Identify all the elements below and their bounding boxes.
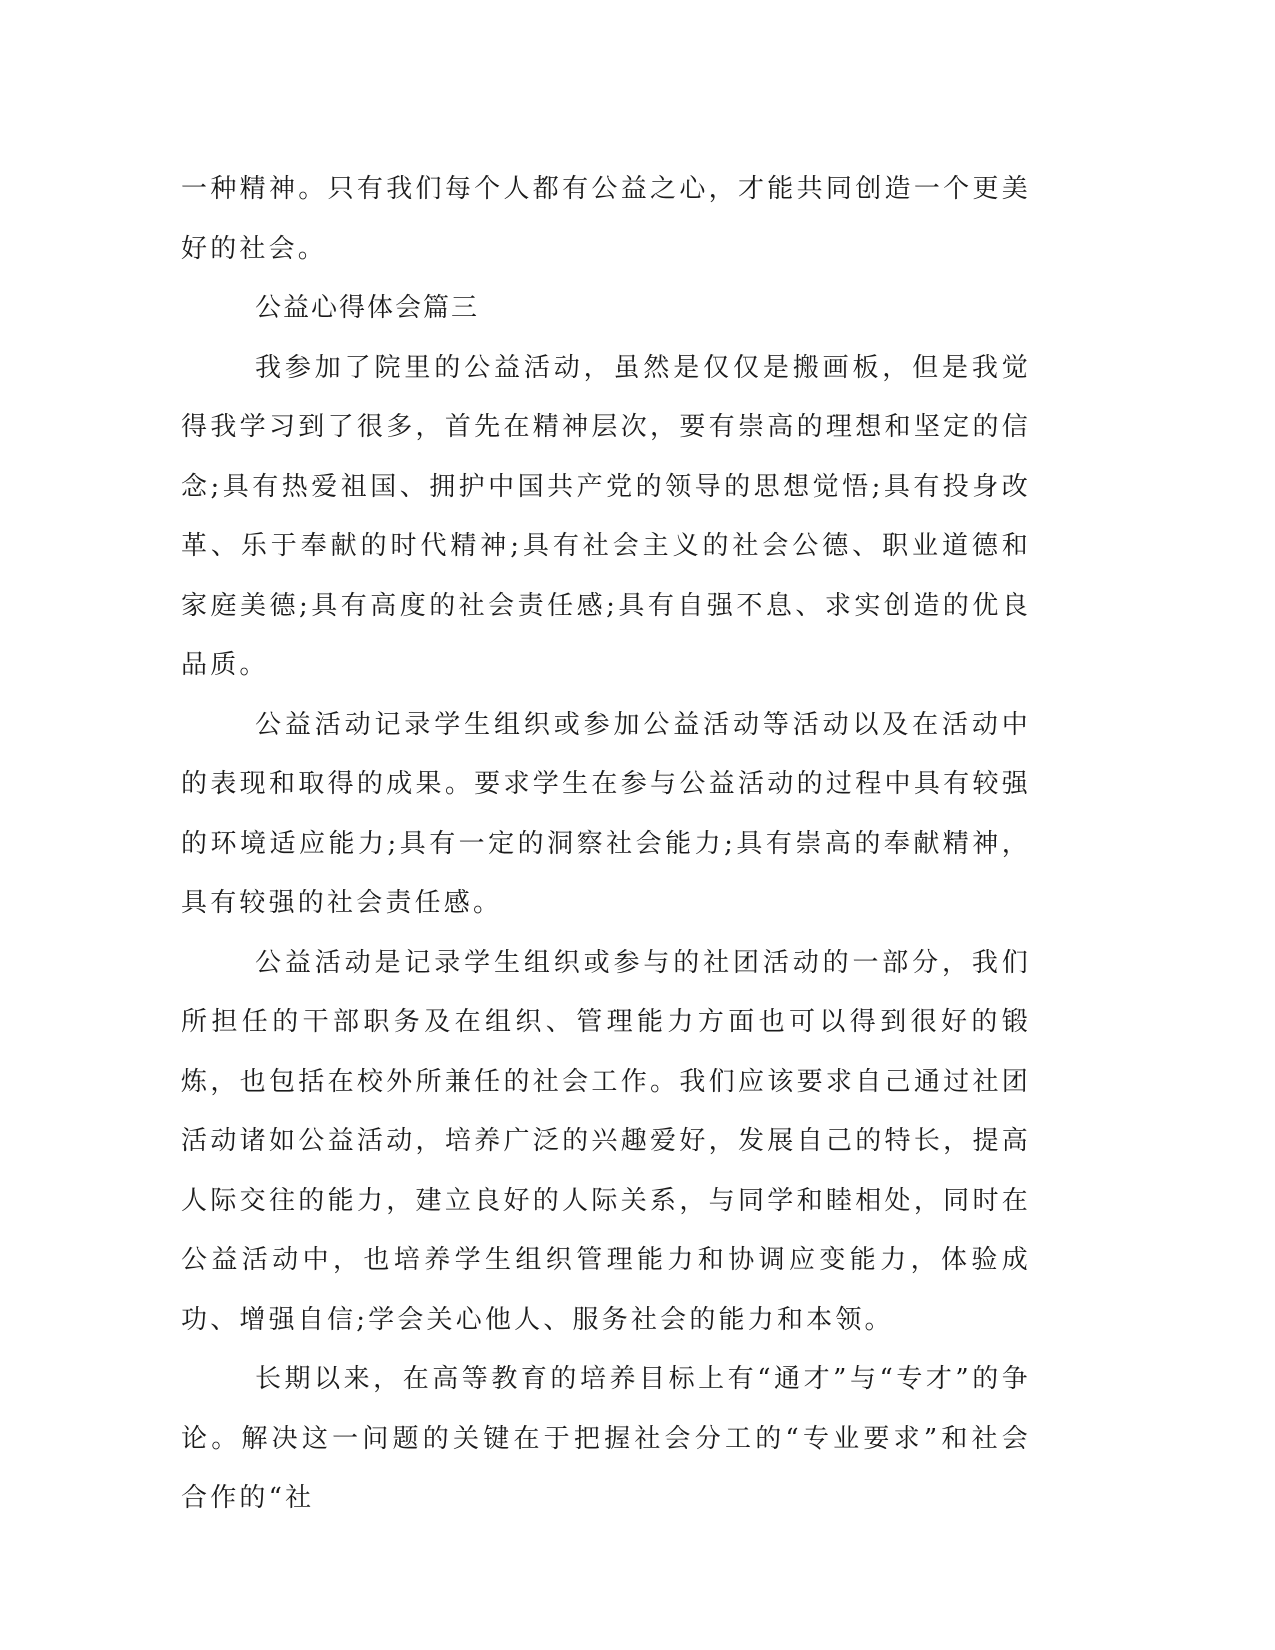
section-heading: 公益心得体会篇三 (255, 293, 480, 323)
paragraph: 公益活动记录学生组织或参加公益活动等活动以及在活动中的表现和取得的成果。要求学生在参与公益活动的过程中具有较强的环境适应能力;具有一定的洞察社会能力;具有崇高的奉献精神，具有较强的社会责任感。 (181, 709, 1031, 918)
paragraph-truncated: 长期以来，在高等教育的培养目标上有“通才”与“专才”的争论。解决这一问题的关键在于把握社会分工的“专业要求”和社会合作的“社 (181, 1364, 1031, 1513)
document-body (181, 160, 1031, 1529)
paragraph: 公益活动是记录学生组织或参与的社团活动的一部分，我们所担任的干部职务及在组织、管理能力方面也可以得到很好的锻炼，也包括在校外所兼任的社会工作。我们应该要求自己通过社团活动诸如公益活动，培养广泛的兴趣爱好，发展自己的特长，提高人际交往的能力，建立良好的人际关系，与同学和睦相处，同时在公益活动中，也培养学生组织管理能力和协调应变能力，体验成功、增强自信;学会关心他人、服务社会的能力和本领。 (181, 947, 1031, 1335)
paragraph: 我参加了院里的公益活动，虽然是仅仅是搬画板，但是我觉得我学习到了很多，首先在精神层次，要有崇高的理想和坚定的信念;具有热爱祖国、拥护中国共产党的领导的思想觉悟;具有投身改革、乐于奉献的时代精神;具有社会主义的社会公德、职业道德和家庭美德;具有高度的社会责任感;具有自强不息、求实创造的优良品质。 (181, 352, 1031, 680)
paragraph-continuation: 一种精神。只有我们每个人都有公益之心，才能共同创造一个更美好的社会。 (181, 174, 1031, 264)
